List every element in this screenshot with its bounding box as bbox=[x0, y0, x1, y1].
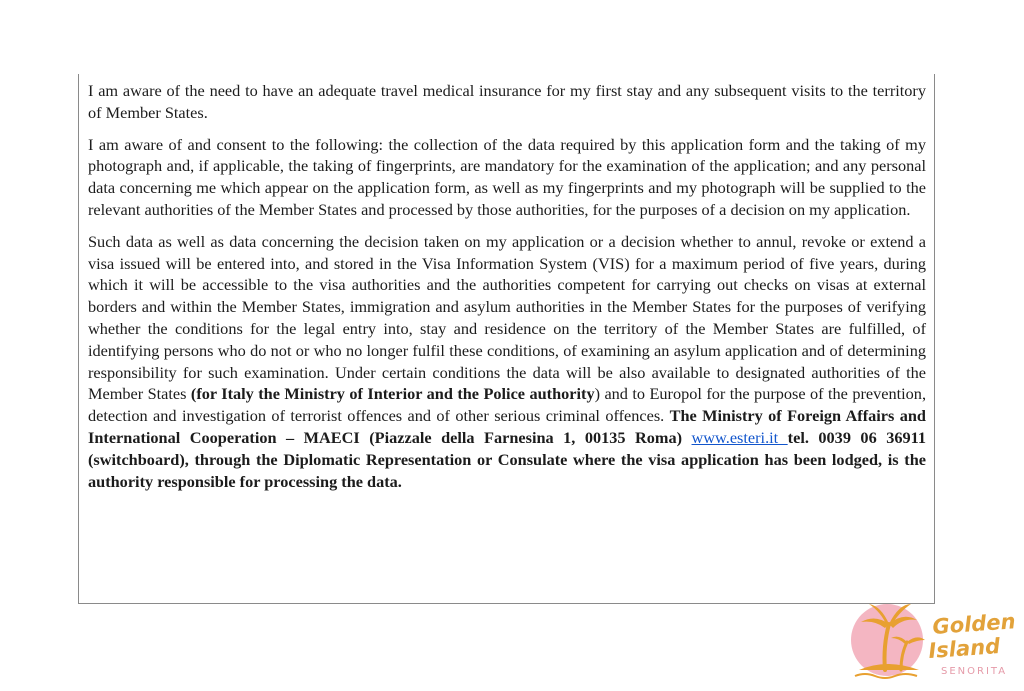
switchboard-bold: tel. 0039 06 36911 (switchboard), through the Diplomatic Representation or Consulate where the visa application has been lodged, is the authority responsible for processing the data. bbox=[88, 427, 926, 491]
vis-text-part-2: ) and to Europol for the purpose of the prevention, detection and investigation of terrorist offences and of other serious criminal offences. bbox=[88, 384, 927, 426]
paragraph-insurance: I am aware of the need to have an adequate travel medical insurance for my first stay and any subsequent visits to the territory of Member States. bbox=[88, 81, 926, 122]
golden-island-logo bbox=[845, 596, 1020, 684]
italy-authority-bold: (for Italy the Ministry of Interior and the Police authority bbox=[190, 384, 595, 404]
document-body bbox=[88, 80, 926, 502]
paragraph-consent: I am aware of and consent to the following: the collection of the data required by this application form and the taking of my photograph and, if applicable, the taking of fingerprints, are mandatory for the examination of the application; and any personal data concerning me which appear on the application form, as well as my fingerprints and my photograph will be supplied to the relevant authorities of the Member States and processed by those authorities, for the purposes of a decision on my application. bbox=[88, 134, 926, 219]
logo-line-island: Island bbox=[927, 634, 1001, 663]
vis-text-part-1: Such data as well as data concerning the decision taken on my application or a decision whether to annul, revoke or extend a visa issued will be entered into, and stored in the Visa Information System (VIS) for a maximum period of five years, during which it will be accessible to the visa authorities and the authorities competent for carrying out checks on visas at external borders and within the Member States, immigration and asylum authorities in the Member States for the purposes of verifying whether the conditions for the legal entry into, stay and residence on the territory of the Member States are fulfilled, of identifying persons who do not or who no longer fulfil these conditions, of examining an asylum application and of determining responsibility for such examination. Under certain conditions the data will be also available to designated authorities of the Member States bbox=[88, 231, 926, 404]
logo-line-golden: Golden bbox=[931, 609, 1017, 639]
paragraph-vis-data bbox=[88, 231, 926, 493]
document-frame bbox=[78, 74, 935, 604]
esteri-link[interactable]: www.esteri.it bbox=[691, 427, 788, 447]
maeci-authority-bold: The Ministry of Foreign Affairs and International Cooperation – MAECI (Piazzale della Farnesina 1, 00135 Roma) bbox=[88, 406, 926, 447]
logo-line-senorita: SENORITA bbox=[941, 666, 1008, 677]
